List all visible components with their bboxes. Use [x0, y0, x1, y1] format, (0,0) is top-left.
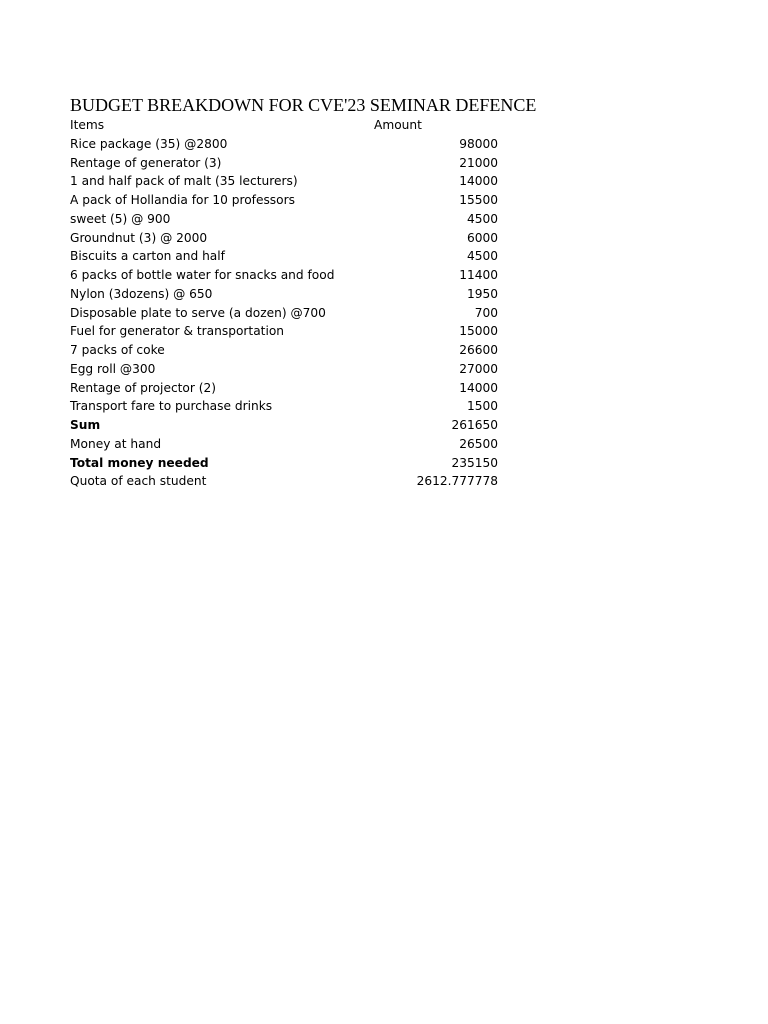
item-label: A pack of Hollandia for 10 professors: [70, 193, 295, 207]
item-label: 1 and half pack of malt (35 lecturers): [70, 174, 298, 189]
items-column-header: Items: [70, 118, 105, 132]
item-label: Fuel for generator & transportation: [70, 324, 285, 339]
sum-label: Sum: [70, 418, 101, 432]
item-label: Groundnut (3) @ 2000: [70, 230, 208, 245]
table-row: [70, 341, 500, 360]
item-label: Nylon (3dozens) @ 650: [70, 286, 213, 301]
table-row: [70, 379, 500, 398]
item-label: Transport fare to purchase drinks: [70, 399, 273, 414]
item-amount: 27000: [459, 361, 498, 376]
total-needed-amount: 235150: [451, 455, 498, 470]
item-amount: 98000: [459, 136, 498, 151]
item-label: Egg roll @300: [70, 361, 156, 376]
total-needed-label: Total money needed: [70, 455, 209, 470]
quota-label: Quota of each student: [70, 474, 207, 489]
table-row: [70, 247, 500, 266]
item-amount: 14000: [459, 174, 498, 189]
table-row: [70, 154, 500, 173]
quota-row: [70, 472, 500, 491]
table-row: [70, 135, 500, 154]
item-label: sweet (5) @ 900: [70, 211, 171, 226]
item-label: Disposable plate to serve (a dozen) @700: [70, 305, 326, 320]
table-row: [70, 397, 500, 416]
item-amount: 1950: [466, 286, 498, 301]
table-row: [70, 172, 500, 191]
item-label: Rice package (35) @2800: [70, 136, 228, 151]
item-amount: 26600: [459, 343, 498, 357]
table-row: [70, 360, 500, 379]
table-row: [70, 266, 500, 285]
item-amount: 11400: [459, 268, 498, 282]
table-row: [70, 191, 500, 210]
table-row: [70, 322, 500, 341]
table-row: [70, 229, 500, 248]
table-row: [70, 304, 500, 323]
document-title: BUDGET BREAKDOWN FOR CVE'23 SEMINAR DEFENCE: [70, 95, 537, 115]
money-at-hand-label: Money at hand: [70, 436, 162, 451]
table-row: [70, 210, 500, 229]
item-label: 6 packs of bottle water for snacks and food: [70, 268, 335, 282]
item-label: Rentage of generator (3): [70, 155, 222, 170]
item-amount: 6000: [466, 230, 498, 245]
table-header-row: [70, 116, 500, 135]
sum-row: [70, 416, 500, 435]
budget-table: [70, 116, 500, 491]
item-label: Biscuits a carton and half: [70, 249, 225, 264]
total-needed-row: [70, 454, 500, 473]
amount-column-header: Amount: [374, 118, 422, 132]
money-at-hand-amount: 26500: [459, 436, 498, 451]
item-amount: 4500: [466, 249, 498, 264]
item-amount: 4500: [466, 211, 498, 226]
item-amount: 700: [474, 305, 498, 320]
quota-amount: 2612.777778: [416, 474, 498, 489]
item-label: Rentage of projector (2): [70, 380, 217, 395]
item-amount: 15500: [459, 193, 498, 207]
table-row: [70, 285, 500, 304]
item-amount: 1500: [466, 399, 498, 414]
item-label: 7 packs of coke: [70, 343, 165, 357]
item-amount: 21000: [459, 155, 498, 170]
item-amount: 15000: [459, 324, 498, 339]
item-amount: 14000: [459, 380, 498, 395]
sum-amount: 261650: [451, 418, 498, 432]
money-at-hand-row: [70, 435, 500, 454]
